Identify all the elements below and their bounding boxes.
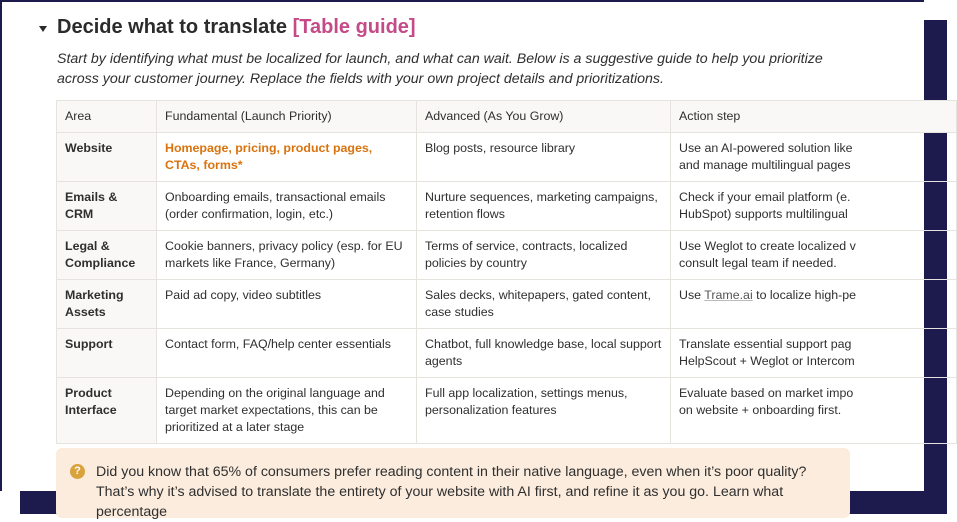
row-fundamental: Paid ad copy, video subtitles <box>157 280 417 329</box>
row-action <box>671 182 957 231</box>
row-action-line: on website + onboarding first. <box>679 403 842 417</box>
table-row <box>57 231 957 280</box>
header-area: Area <box>57 101 157 133</box>
section-intro: Start by identifying what must be localized for launch, and what can wait. Below is a suggestive guide to help you prioritize across your customer journey. Replace the fields with your own project details and prioritizations. <box>57 51 823 87</box>
row-action-line: HelpScout + Weglot or Intercom <box>679 354 855 368</box>
triangle-down-icon[interactable] <box>36 22 50 36</box>
section-heading <box>57 16 416 39</box>
row-action <box>671 329 957 378</box>
row-fundamental: Onboarding emails, transactional emails (order confirmation, login, etc.) <box>157 182 417 231</box>
header-action-step: Action step <box>671 101 957 133</box>
row-action <box>671 133 957 182</box>
info-callout <box>56 448 850 518</box>
row-advanced: Chatbot, full knowledge base, local support agents <box>417 329 671 378</box>
table-row <box>57 378 957 444</box>
row-area: Marketing Assets <box>57 280 157 329</box>
table-row <box>57 133 957 182</box>
trame-ai-link[interactable]: Trame.ai <box>704 288 753 302</box>
header-fundamental: Fundamental (Launch Priority) <box>157 101 417 133</box>
row-action <box>671 231 957 280</box>
row-action-line: Use an AI-powered solution like <box>679 141 853 155</box>
row-action-line: Translate essential support pag <box>679 337 852 351</box>
translation-guide-table <box>56 100 957 444</box>
row-advanced: Terms of service, contracts, localized policies by country <box>417 231 671 280</box>
row-action <box>671 378 957 444</box>
row-advanced: Full app localization, settings menus, personalization features <box>417 378 671 444</box>
row-fundamental: Homepage, pricing, product pages, CTAs, forms* <box>157 133 417 182</box>
row-fundamental: Cookie banners, privacy policy (esp. for EU markets like France, Germany) <box>157 231 417 280</box>
table-row <box>57 329 957 378</box>
row-action-line: Check if your email platform (e. <box>679 190 851 204</box>
row-action <box>671 280 957 329</box>
section-title: Decide what to translate <box>57 16 288 38</box>
table-row <box>57 182 957 231</box>
row-advanced: Sales decks, whitepapers, gated content, case studies <box>417 280 671 329</box>
row-fundamental: Depending on the original language and target market expectations, this can be prioritized at a later stage <box>157 378 417 444</box>
header-advanced: Advanced (As You Grow) <box>417 101 671 133</box>
row-advanced: Nurture sequences, marketing campaigns, retention flows <box>417 182 671 231</box>
section-title-tag: [Table guide] <box>292 16 416 38</box>
row-action-line: Use Weglot to create localized v <box>679 239 856 253</box>
row-area: Product Interface <box>57 378 157 444</box>
frame-gap <box>0 491 20 514</box>
table-row <box>57 280 957 329</box>
row-area: Emails & CRM <box>57 182 157 231</box>
row-area: Website <box>57 133 157 182</box>
row-area: Legal & Compliance <box>57 231 157 280</box>
row-area: Support <box>57 329 157 378</box>
row-action-post: to localize high-pe <box>752 288 857 302</box>
question-circle-icon: ? <box>70 464 85 479</box>
row-action-pre: Use <box>679 288 705 302</box>
row-fundamental: Contact form, FAQ/help center essentials <box>157 329 417 378</box>
row-advanced: Blog posts, resource library <box>417 133 671 182</box>
row-action-line: HubSpot) supports multilingual <box>679 207 848 221</box>
translation-guide-table-wrapper[interactable] <box>56 100 857 434</box>
row-action-line: consult legal team if needed. <box>679 256 837 270</box>
row-action-line: Evaluate based on market impo <box>679 386 854 400</box>
callout-text: Did you know that 65% of consumers prefer reading content in their native language, even when it’s poor quality? That’s why it’s advised to translate the entirety of your website with AI first, and refine it as you go. Learn what percentage <box>96 464 807 520</box>
table-header-row <box>57 101 957 133</box>
row-action-line: and manage multilingual pages <box>679 158 851 172</box>
